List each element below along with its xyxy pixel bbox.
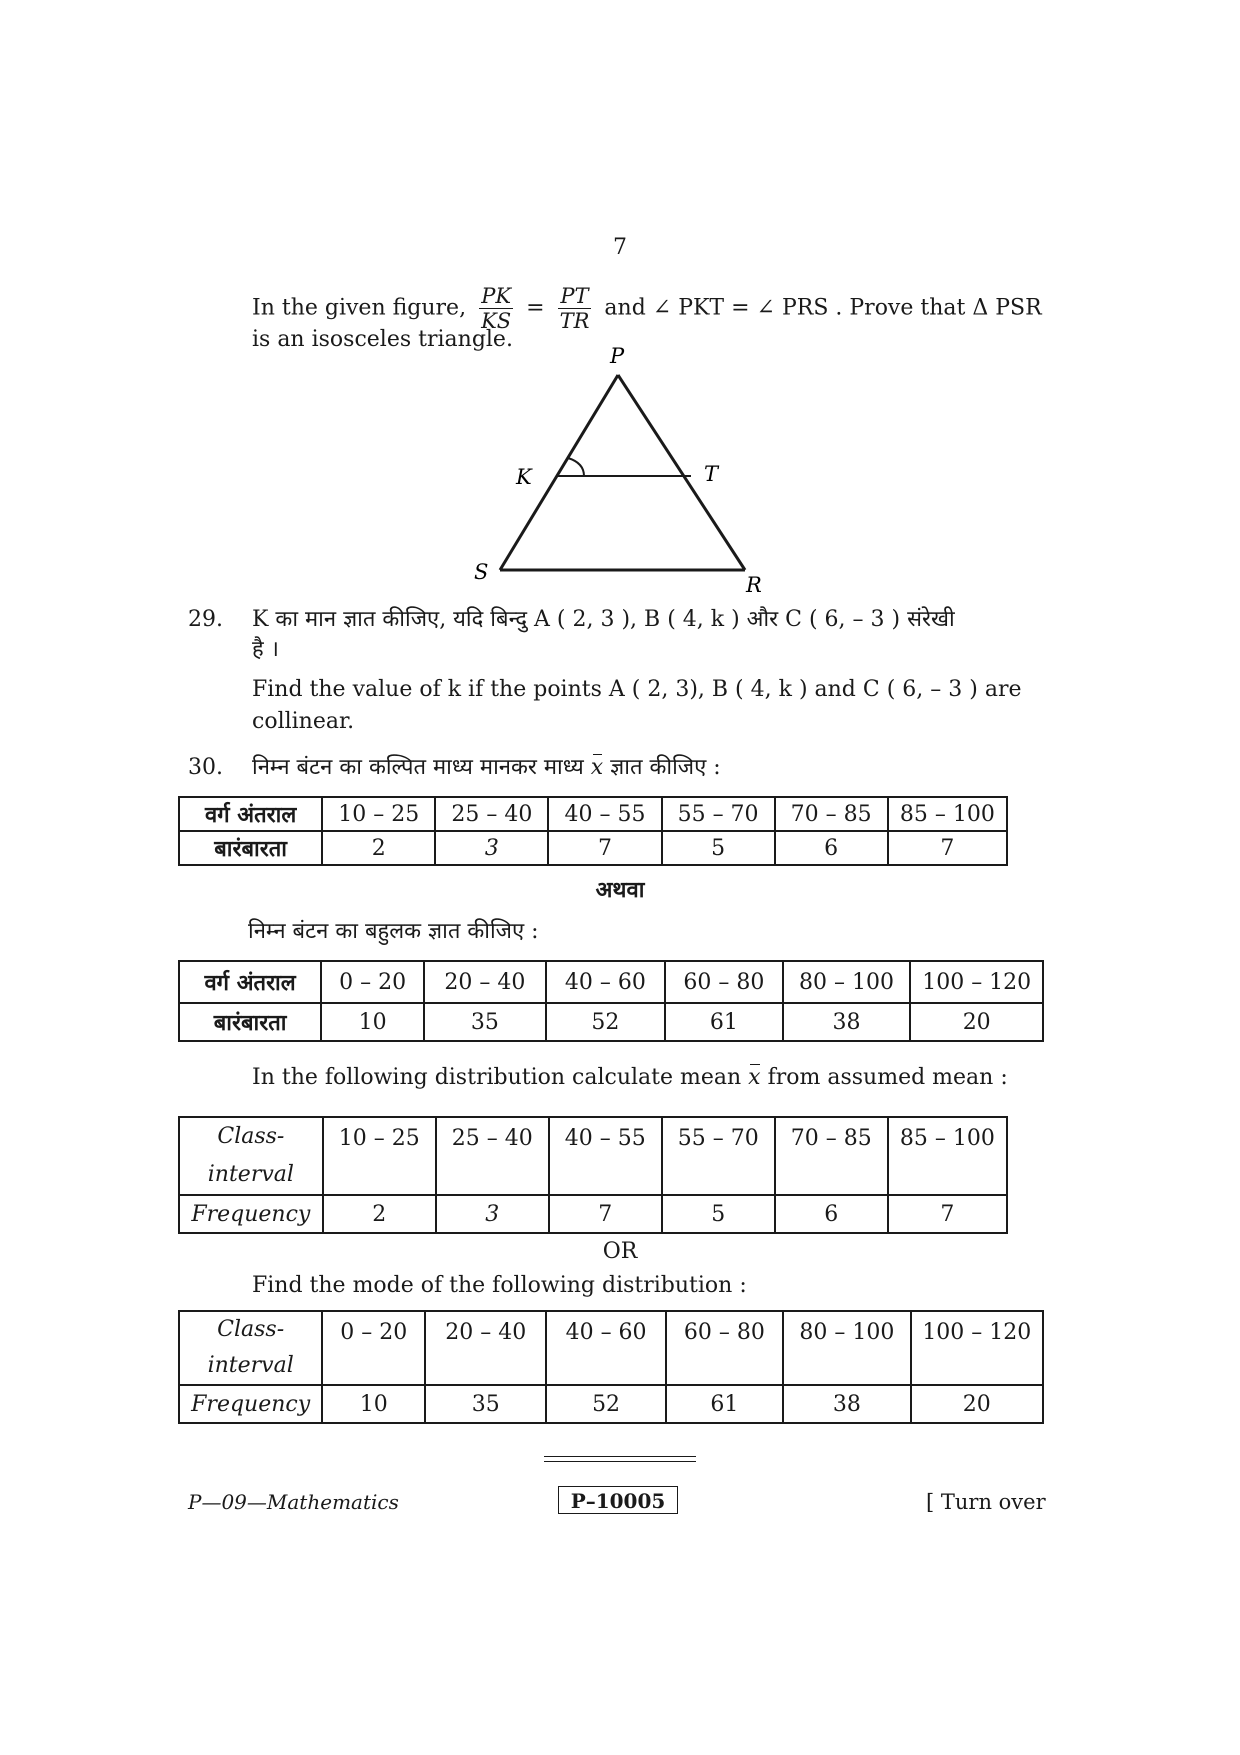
interval-cell: 0 – 20 xyxy=(321,961,424,1003)
q28-condition: and ∠ PKT = ∠ PRS . Prove that Δ PSR xyxy=(604,295,1042,321)
q29-hindi-text: K का मान ज्ञात कीजिए, यदि बिन्दु A ( 2, 3 ), B ( 4, k ) और C ( 6, – 3 ) संरेखी xyxy=(252,607,955,632)
triangle-figure xyxy=(460,345,780,605)
fraction-denominator: KS xyxy=(481,309,512,333)
frequency-cell: 7 xyxy=(548,831,661,865)
interval-cell: 70 – 85 xyxy=(775,797,888,831)
row-label-line: Class- xyxy=(217,1317,285,1342)
frequency-cell: 7 xyxy=(888,1195,1007,1233)
frequency-cell: 61 xyxy=(665,1003,783,1041)
q28-intro: In the given figure, xyxy=(252,295,467,321)
interval-cell: 20 – 40 xyxy=(424,961,545,1003)
table-row xyxy=(179,1117,1007,1195)
row-label-class-interval xyxy=(179,1311,322,1385)
equals-sign: = xyxy=(526,295,545,321)
end-double-rule xyxy=(544,1456,696,1462)
side-pr xyxy=(618,375,745,570)
frequency-cell: 2 xyxy=(322,831,435,865)
vertex-label-k: K xyxy=(516,465,532,489)
frequency-cell: 20 xyxy=(910,1003,1043,1041)
q28-statement-line2: is an isosceles triangle. xyxy=(252,327,513,352)
table-row xyxy=(179,1311,1043,1385)
interval-cell: 25 – 40 xyxy=(435,797,548,831)
interval-cell: 0 – 20 xyxy=(322,1311,425,1385)
fraction-pt-tr xyxy=(558,284,592,333)
row-label-class-interval: वर्ग अंतराल xyxy=(179,961,321,1003)
english-mode-table xyxy=(178,1310,1044,1424)
q30-english-prompt xyxy=(252,1062,1008,1094)
angle-pkt-arc xyxy=(568,458,584,476)
frequency-cell: 7 xyxy=(888,831,1007,865)
frequency-cell: 3 xyxy=(436,1195,549,1233)
q29-english-text-line2: collinear. xyxy=(252,709,355,734)
row-label-class-interval xyxy=(179,1117,323,1195)
table-row xyxy=(179,797,1007,831)
q30-hindi-prompt xyxy=(252,752,721,784)
interval-cell: 25 – 40 xyxy=(436,1117,549,1195)
frequency-cell: 10 xyxy=(322,1385,425,1423)
hindi-mode-table xyxy=(178,960,1044,1042)
q30-english-prompt2: Find the mode of the following distribution : xyxy=(252,1273,747,1298)
mean-symbol: x xyxy=(748,1062,760,1094)
interval-cell: 80 – 100 xyxy=(783,961,911,1003)
interval-cell: 100 – 120 xyxy=(910,961,1043,1003)
interval-cell: 40 – 60 xyxy=(546,1311,665,1385)
frequency-cell: 6 xyxy=(775,831,888,865)
interval-cell: 85 – 100 xyxy=(888,1117,1007,1195)
or-hindi: अथवा xyxy=(595,877,645,903)
row-label-line: Class- xyxy=(217,1124,285,1149)
footer-subject: P—09—Mathematics xyxy=(188,1490,399,1514)
frequency-cell: 38 xyxy=(783,1003,911,1041)
row-label-frequency: बारंबारता xyxy=(179,831,322,865)
frequency-cell: 35 xyxy=(425,1385,546,1423)
frequency-cell: 38 xyxy=(783,1385,911,1423)
table-row xyxy=(179,1003,1043,1041)
frequency-cell: 10 xyxy=(321,1003,424,1041)
row-label-line: interval xyxy=(207,1162,294,1187)
footer-turn-over: [ Turn over xyxy=(926,1490,1046,1514)
interval-cell: 80 – 100 xyxy=(783,1311,911,1385)
q29-english-text: Find the value of k if the points A ( 2, 3), B ( 4, k ) and C ( 6, – 3 ) are xyxy=(252,677,1022,702)
english-mean-table xyxy=(178,1116,1008,1234)
interval-cell: 20 – 40 xyxy=(425,1311,546,1385)
vertex-label-p: P xyxy=(610,345,625,368)
frequency-cell: 52 xyxy=(546,1385,665,1423)
table-row xyxy=(179,1385,1043,1423)
row-label-frequency: Frequency xyxy=(179,1195,323,1233)
frequency-cell: 6 xyxy=(775,1195,888,1233)
interval-cell: 10 – 25 xyxy=(322,797,435,831)
q30-english-prompt-b: from assumed mean : xyxy=(767,1065,1008,1090)
interval-cell: 40 – 60 xyxy=(546,961,666,1003)
table-row xyxy=(179,961,1043,1003)
frequency-cell: 7 xyxy=(549,1195,662,1233)
row-label-line: interval xyxy=(207,1353,294,1378)
frequency-cell: 5 xyxy=(662,831,775,865)
row-label-frequency: Frequency xyxy=(179,1385,322,1423)
interval-cell: 55 – 70 xyxy=(662,1117,775,1195)
frequency-cell: 20 xyxy=(911,1385,1043,1423)
interval-cell: 70 – 85 xyxy=(775,1117,888,1195)
q29-number: 29. xyxy=(188,607,223,632)
interval-cell: 60 – 80 xyxy=(666,1311,783,1385)
interval-cell: 40 – 55 xyxy=(549,1117,662,1195)
frequency-cell: 3 xyxy=(435,831,548,865)
row-label-frequency: बारंबारता xyxy=(179,1003,321,1041)
q30-number: 30. xyxy=(188,755,223,780)
fraction-numerator: PK xyxy=(479,284,513,309)
fraction-denominator: TR xyxy=(559,309,590,333)
interval-cell: 85 – 100 xyxy=(888,797,1007,831)
interval-cell: 60 – 80 xyxy=(665,961,783,1003)
interval-cell: 40 – 55 xyxy=(548,797,661,831)
hindi-mean-table xyxy=(178,796,1008,866)
fraction-numerator: PT xyxy=(558,284,592,309)
q30-hindi-prompt-b: ज्ञात कीजिए : xyxy=(610,755,721,780)
frequency-cell: 61 xyxy=(666,1385,783,1423)
frequency-cell: 2 xyxy=(323,1195,436,1233)
q30-hindi-prompt-a: निम्न बंटन का कल्पित माध्य मानकर माध्य xyxy=(252,755,584,780)
mean-symbol: x xyxy=(591,752,603,784)
vertex-label-t: T xyxy=(704,462,719,486)
table-row xyxy=(179,1195,1007,1233)
q30-hindi-prompt2: निम्न बंटन का बहुलक ज्ञात कीजिए : xyxy=(248,919,539,944)
q29-hindi-text-line2: है । xyxy=(252,637,280,662)
interval-cell: 10 – 25 xyxy=(323,1117,436,1195)
q30-english-prompt-a: In the following distribution calculate mean xyxy=(252,1065,742,1090)
or-english: OR xyxy=(602,1239,638,1264)
interval-cell: 55 – 70 xyxy=(662,797,775,831)
vertex-label-s: S xyxy=(474,560,489,584)
frequency-cell: 35 xyxy=(424,1003,545,1041)
vertex-label-r: R xyxy=(746,573,762,597)
frequency-cell: 5 xyxy=(662,1195,775,1233)
row-label-class-interval: वर्ग अंतराल xyxy=(179,797,322,831)
footer-paper-code: P–10005 xyxy=(558,1486,678,1514)
page-number: 7 xyxy=(613,235,627,260)
table-row xyxy=(179,831,1007,865)
frequency-cell: 52 xyxy=(546,1003,666,1041)
interval-cell: 100 – 120 xyxy=(911,1311,1043,1385)
